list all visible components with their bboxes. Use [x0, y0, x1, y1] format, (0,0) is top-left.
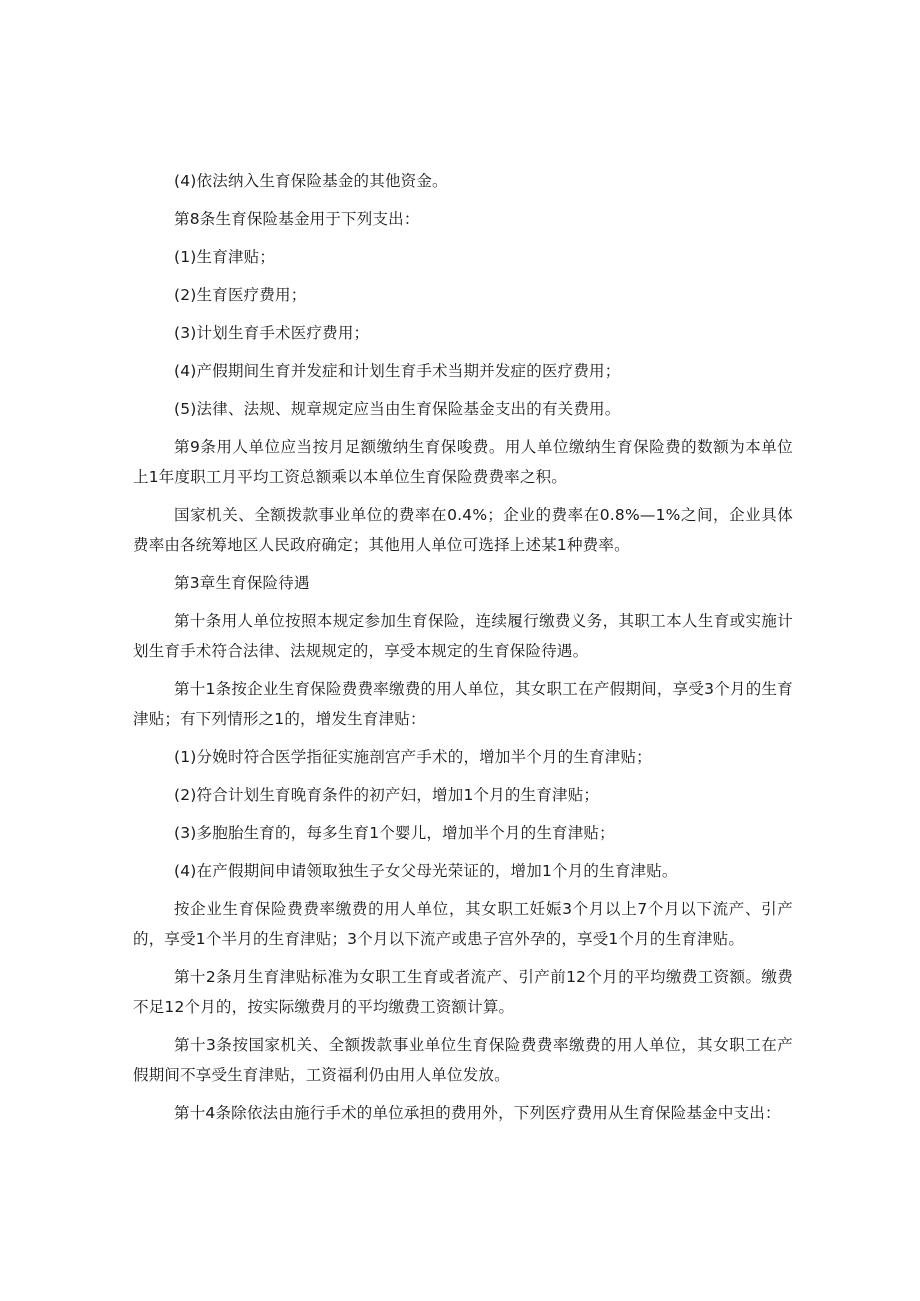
chapter-heading-3: 第3章生育保险待遇 [174, 574, 310, 592]
paragraph-funding-other: (4)依法纳入生育保险基金的其他资金。 [174, 172, 448, 190]
list-item-family-planning-surgery: (3)计划生育手术医疗费用； [174, 324, 370, 342]
paragraph-article-10: 第十条用人单位按照本规定参加生育保险，连续履行缴费义务，其职工本人生育或实施计划生育手术符合法律、法规规定的，享受本规定的生育保险待遇。 [133, 612, 793, 660]
paragraph-article-8: 第8条生育保险基金用于下列支出： [174, 210, 420, 228]
paragraph-article-14: 第十4条除依法由施行手术的单位承担的费用外，下列医疗费用从生育保险基金中支出： [174, 1104, 781, 1122]
paragraph-article-13: 第十3条按国家机关、全额拨款事业单位生育保险费费率缴费的用人单位，其女职工在产假期间不享受生育津贴，工资福利仍由用人单位发放。 [133, 1036, 793, 1084]
list-item-caesarean: (1)分娩时符合医学指征实施剖宫产手术的，增加半个月的生育津贴； [174, 748, 652, 766]
document-body [133, 166, 793, 1136]
list-item-complications: (4)产假期间生育并发症和计划生育手术当期并发症的医疗费用； [174, 362, 621, 380]
paragraph-fee-rates: 国家机关、全额拨款事业单位的费率在0.4%；企业的费率在0.8%—1%之间，企业具体费率由各统筹地区人民政府确定；其他用人单位可选择上述某1种费率。 [133, 506, 793, 554]
list-item-multiple-birth: (3)多胞胎生育的，每多生育1个婴儿，增加半个月的生育津贴； [174, 824, 615, 842]
list-item-late-childbirth: (2)符合计划生育晚育条件的初产妇，增加1个月的生育津贴； [174, 786, 600, 804]
list-item-maternity-medical: (2)生育医疗费用； [174, 286, 307, 304]
paragraph-article-12: 第十2条月生育津贴标准为女职工生育或者流产、引产前12个月的平均缴费工资额。缴费不足12个月的，按实际缴费月的平均缴费工资额计算。 [133, 968, 793, 1016]
paragraph-article-9: 第9条用人单位应当按月足额缴纳生育保唆费。用人单位缴纳生育保险费的数额为本单位上1年度职工月平均工资总额乘以本单位生育保险费费率之积。 [133, 438, 793, 486]
list-item-legal-expenses: (5)法律、法规、规章规定应当由生育保险基金支出的有关费用。 [174, 400, 621, 418]
list-item-maternity-allowance: (1)生育津贴； [174, 248, 276, 266]
list-item-only-child-certificate: (4)在产假期间申请领取独生子女父母光荣证的，增加1个月的生育津贴。 [174, 862, 678, 880]
paragraph-miscarriage: 按企业生育保险费费率缴费的用人单位，其女职工妊娠3个月以上7个月以下流产、引产的，享受1个半月的生育津贴；3个月以下流产或患子宫外孕的，享受1个月的生育津贴。 [133, 900, 793, 948]
paragraph-article-11: 第十1条按企业生育保险费费率缴费的用人单位，其女职工在产假期间，享受3个月的生育津贴；有下列情形之1的，增发生育津贴： [133, 680, 793, 728]
